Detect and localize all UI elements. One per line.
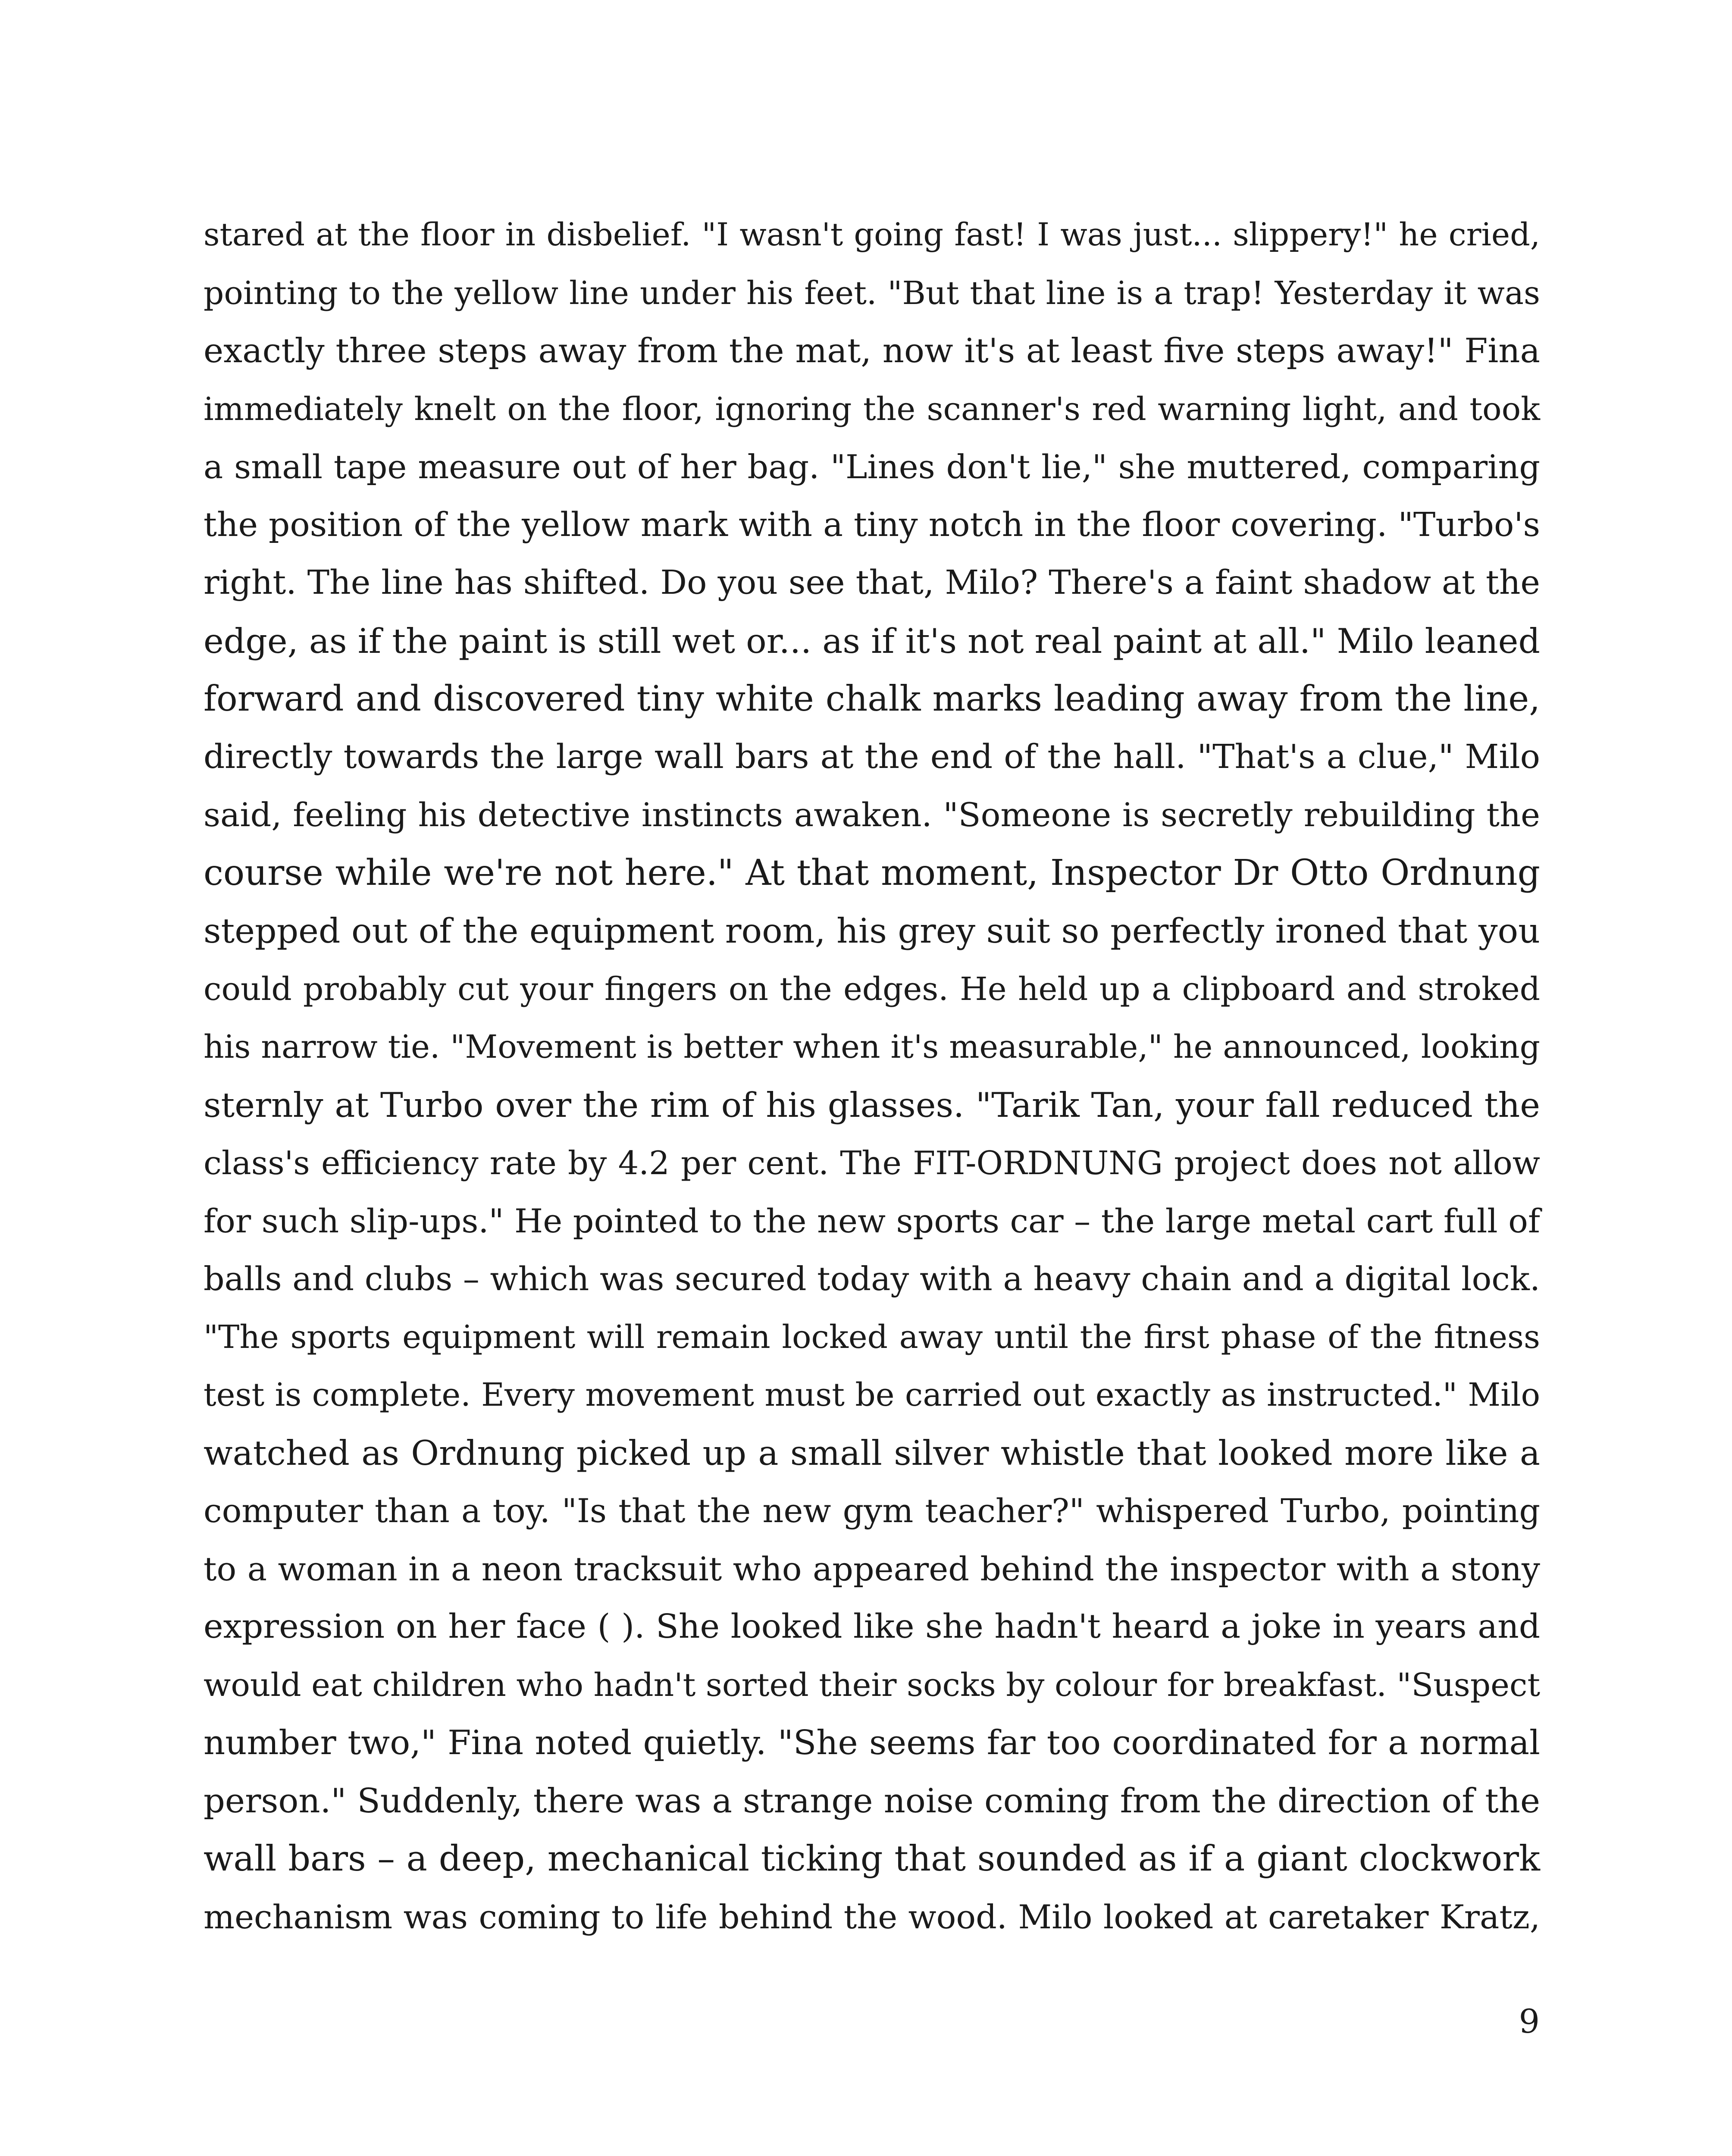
- text-line: right. The line has shifted. Do you see that, Milo? There's a faint shadow at the: [204, 564, 1540, 602]
- text-line: mechanism was coming to life behind the wood. Milo looked at caretaker Kratz,: [204, 1897, 1540, 1936]
- text-line: wall bars – a deep, mechanical ticking that sounded as if a giant clockwork: [204, 1839, 1540, 1879]
- text-line: immediately knelt on the floor, ignoring the scanner's red warning light, and took: [204, 390, 1540, 428]
- text-line: for such slip-ups." He pointed to the new sports car – the large metal cart full of: [204, 1201, 1540, 1240]
- text-line: person." Suddenly, there was a strange noise coming from the direction of the: [204, 1781, 1540, 1821]
- text-line: expression on her face ( ). She looked like she hadn't heard a joke in years and: [204, 1608, 1540, 1646]
- text-line: pointing to the yellow line under his feet. "But that line is a trap! Yesterday it was: [204, 274, 1540, 312]
- text-line: course while we're not here." At that moment, Inspector Dr Otto Ordnung: [204, 852, 1540, 893]
- text-line: stepped out of the equipment room, his grey suit so perfectly ironed that you: [204, 911, 1540, 951]
- text-line: sternly at Turbo over the rim of his glasses. "Tarik Tan, your fall reduced the: [204, 1085, 1540, 1125]
- text-line: a small tape measure out of her bag. "Lines don't lie," she muttered, comparing: [204, 448, 1540, 486]
- text-line: to a woman in a neon tracksuit who appeared behind the inspector with a stony: [204, 1549, 1540, 1588]
- text-line: watched as Ordnung picked up a small silver whistle that looked more like a: [204, 1433, 1540, 1473]
- text-line: test is complete. Every movement must be carried out exactly as instructed." Milo: [204, 1376, 1540, 1413]
- text-line: computer than a toy. "Is that the new gym teacher?" whispered Turbo, pointing: [204, 1492, 1540, 1530]
- body-text: [204, 206, 1540, 1946]
- text-line: forward and discovered tiny white chalk marks leading away from the line,: [204, 679, 1540, 719]
- text-line: "The sports equipment will remain locked away until the first phase of the fitness: [204, 1318, 1540, 1356]
- text-line: stared at the floor in disbelief. "I wasn't going fast! I was just... slippery!" he cried,: [204, 216, 1540, 253]
- text-line: balls and clubs – which was secured today with a heavy chain and a digital lock.: [204, 1260, 1540, 1298]
- text-line: edge, as if the paint is still wet or... as if it's not real paint at all." Milo leaned: [204, 621, 1540, 661]
- text-line: the position of the yellow mark with a tiny notch in the floor covering. "Turbo's: [204, 505, 1540, 544]
- text-line: would eat children who hadn't sorted their socks by colour for breakfast. "Suspect: [204, 1666, 1541, 1704]
- page-number: 9: [1519, 2002, 1540, 2040]
- text-line: said, feeling his detective instincts awaken. "Someone is secretly rebuilding the: [204, 796, 1540, 834]
- text-line: exactly three steps away from the mat, now it's at least five steps away!" Fina: [204, 332, 1540, 370]
- text-line: could probably cut your fingers on the edges. He held up a clipboard and stroked: [204, 970, 1540, 1008]
- text-line: his narrow tie. "Movement is better when it's measurable," he announced, looking: [204, 1028, 1540, 1065]
- text-line: number two," Fina noted quietly. "She seems far too coordinated for a normal: [204, 1724, 1540, 1762]
- text-line: class's efficiency rate by 4.2 per cent. The FIT-ORDNUNG project does not allow: [204, 1144, 1540, 1182]
- text-line: directly towards the large wall bars at the end of the hall. "That's a clue," Milo: [204, 737, 1540, 776]
